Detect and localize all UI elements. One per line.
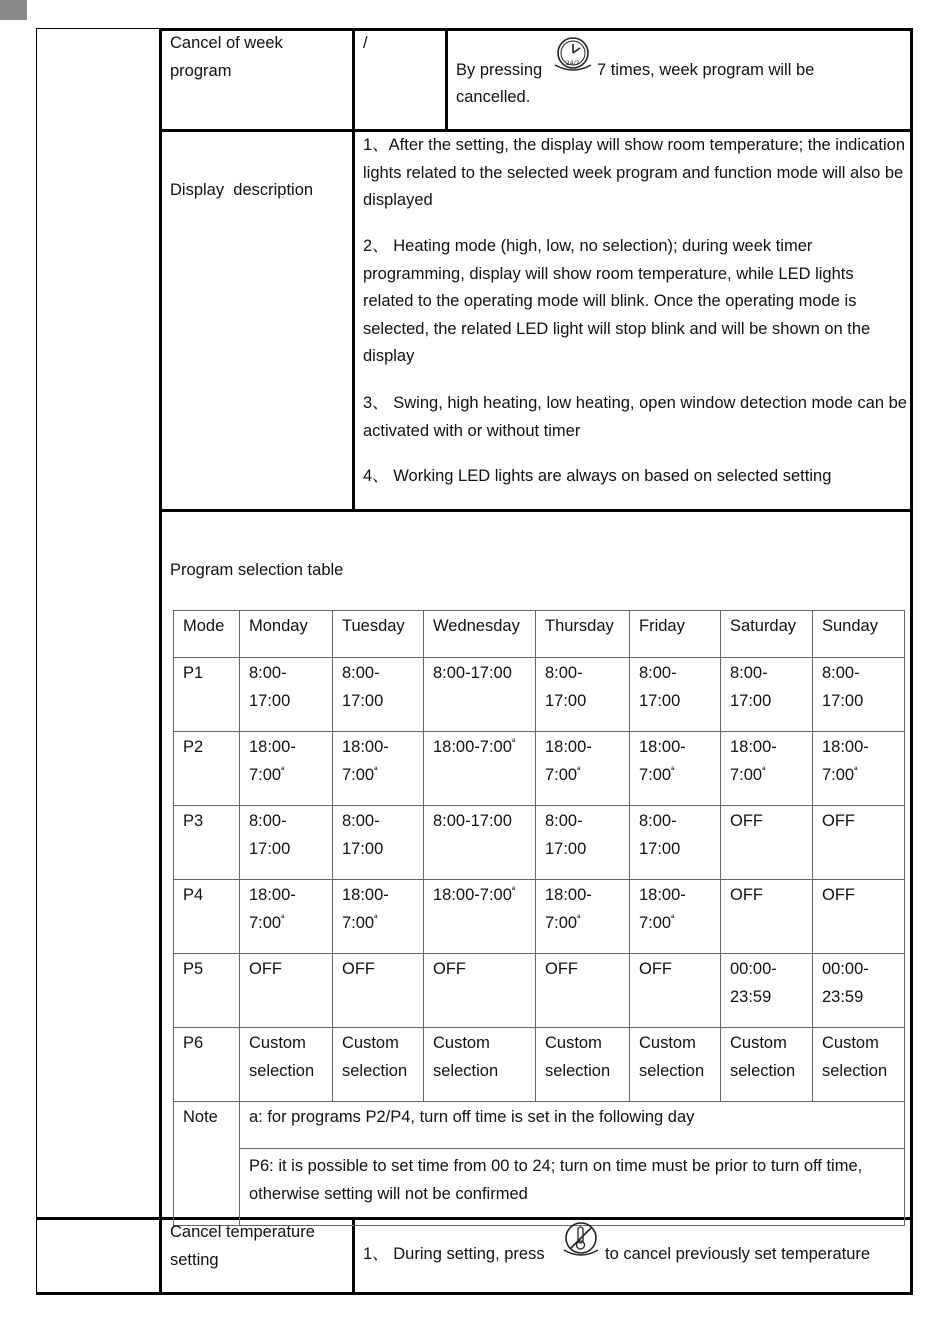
schedule-cell: 18:00- $7:00^ª$ <box>333 732 424 806</box>
schedule-cell: 00:00- 23:59 <box>721 954 813 1028</box>
right-border <box>910 28 913 1295</box>
row-mode-cell: P5 <box>174 954 240 1028</box>
bottom-border <box>36 1292 913 1295</box>
header-day: Saturday <box>721 611 813 658</box>
header-day: Monday <box>240 611 333 658</box>
schedule-cell: 8:00- 17:00 <box>240 806 333 880</box>
header-day: Tuesday <box>333 611 424 658</box>
table-row <box>174 658 905 732</box>
header-day: Friday <box>630 611 721 658</box>
header-day: Wednesday <box>424 611 536 658</box>
schedule-cell: 8:00- 17:00 <box>813 658 905 732</box>
schedule-cell: $18:00-7:00^ª$ <box>424 880 536 954</box>
schedule-cell: 18:00- $7:00^ª$ <box>240 880 333 954</box>
display-item-4: 4、 Working LED lights are always on based on selected setting <box>363 467 832 485</box>
display-item-2: 2、 Heating mode (high, low, no selection); during week timer programming, display will show room temperature, while LED lights related to the operating mode will blink. Once the operating mode is selected, the related LED light will stop blink and will be shown on the display <box>363 237 871 366</box>
schedule-cell: OFF <box>813 806 905 880</box>
schedule-cell: Custom selection <box>333 1028 424 1102</box>
schedule-cell: 18:00- $7:00^ª$ <box>813 732 905 806</box>
table-header-row <box>174 611 905 658</box>
schedule-cell: 8:00- 17:00 <box>630 806 721 880</box>
svg-text:24/7: 24/7 <box>566 60 580 67</box>
row-mode-cell: P6 <box>174 1028 240 1102</box>
schedule-cell: 8:00- 17:00 <box>630 658 721 732</box>
schedule-cell: 8:00- 17:00 <box>536 658 630 732</box>
col-divider-label <box>352 28 355 512</box>
schedule-cell: OFF <box>424 954 536 1028</box>
schedule-cell: 8:00-17:00 <box>424 658 536 732</box>
note-text-1: a: for programs P2/P4, turn off time is set in the following day <box>240 1102 905 1149</box>
schedule-cell: 00:00- 23:59 <box>813 954 905 1028</box>
row-divider-2 <box>159 509 913 512</box>
schedule-cell: 8:00- 17:00 <box>333 658 424 732</box>
row-mode-cell: P2 <box>174 732 240 806</box>
cancel-temp-desc-before: 1、 During setting, press <box>363 1245 545 1263</box>
display-item-1: 1、After the setting, the display will show room temperature; the indication lights related to the selected week program and function mode will also be displayed <box>363 136 906 210</box>
table-row <box>174 806 905 880</box>
cancel-week-key: / <box>363 34 368 52</box>
thermometer-cancel-icon <box>560 1220 602 1262</box>
table-row <box>174 954 905 1028</box>
schedule-cell: OFF <box>721 880 813 954</box>
table-row <box>174 1028 905 1102</box>
schedule-cell: 18:00- $7:00^ª$ <box>630 880 721 954</box>
schedule-cell: Custom selection <box>240 1028 333 1102</box>
cancel-week-desc-after: 7 times, week program will be <box>597 61 815 79</box>
header-day: Thursday <box>536 611 630 658</box>
schedule-cell: 18:00- $7:00^ª$ <box>630 732 721 806</box>
note-text-2: P6: it is possible to set time from 00 to 24; turn on time must be prior to turn off time, otherwise setting will not be confirmed <box>240 1149 905 1226</box>
note-label: Note <box>174 1102 240 1226</box>
cancel-temp-label: Cancel temperature setting <box>170 1223 315 1269</box>
schedule-cell: 8:00- 17:00 <box>536 806 630 880</box>
schedule-cell: 8:00- 17:00 <box>240 658 333 732</box>
schedule-cell: 18:00- $7:00^ª$ <box>536 732 630 806</box>
col-divider-label-bottom <box>352 1217 355 1295</box>
left-column-border <box>159 28 162 1295</box>
cancel-week-label: Cancel of week program <box>170 34 283 80</box>
schedule-cell: OFF <box>630 954 721 1028</box>
schedule-cell: 18:00- $7:00^ª$ <box>536 880 630 954</box>
cancel-week-desc-before: By pressing <box>456 61 543 79</box>
schedule-cell: Custom selection <box>536 1028 630 1102</box>
schedule-cell: Custom selection <box>630 1028 721 1102</box>
page-corner-marker <box>0 0 27 20</box>
clock-24-7-icon <box>550 35 596 77</box>
row-mode-cell: P4 <box>174 880 240 954</box>
schedule-cell: Custom selection <box>721 1028 813 1102</box>
table-row <box>174 880 905 954</box>
display-description-label: Display description <box>170 181 314 199</box>
schedule-cell: 8:00-17:00 <box>424 806 536 880</box>
table-row <box>174 732 905 806</box>
outer-left-border <box>36 28 37 1295</box>
header-mode: Mode <box>174 611 240 658</box>
row-mode-cell: P3 <box>174 806 240 880</box>
row-mode-cell: P1 <box>174 658 240 732</box>
schedule-cell: OFF <box>721 806 813 880</box>
schedule-cell: 18:00- $7:00^ª$ <box>333 880 424 954</box>
schedule-cell: OFF <box>333 954 424 1028</box>
note-row-1 <box>174 1102 905 1149</box>
schedule-cell: OFF <box>536 954 630 1028</box>
schedule-cell: OFF <box>240 954 333 1028</box>
col-divider-key <box>445 28 448 132</box>
program-table-title: Program selection table <box>170 561 344 579</box>
schedule-cell: 18:00- $7:00^ª$ <box>240 732 333 806</box>
schedule-cell: 8:00- 17:00 <box>333 806 424 880</box>
cancel-temp-desc-after: to cancel previously set temperature <box>605 1245 871 1263</box>
header-day: Sunday <box>813 611 905 658</box>
note-row-2 <box>174 1149 905 1226</box>
schedule-cell: $18:00-7:00^ª$ <box>424 732 536 806</box>
display-item-3: 3、 Swing, high heating, low heating, open window detection mode can be activated with or without timer <box>363 394 907 440</box>
schedule-cell: OFF <box>813 880 905 954</box>
schedule-cell: Custom selection <box>813 1028 905 1102</box>
program-selection-table <box>173 610 905 1226</box>
cancel-week-desc-line2: cancelled. <box>456 88 531 106</box>
schedule-cell: Custom selection <box>424 1028 536 1102</box>
schedule-cell: 18:00- $7:00^ª$ <box>721 732 813 806</box>
schedule-cell: 8:00- 17:00 <box>721 658 813 732</box>
